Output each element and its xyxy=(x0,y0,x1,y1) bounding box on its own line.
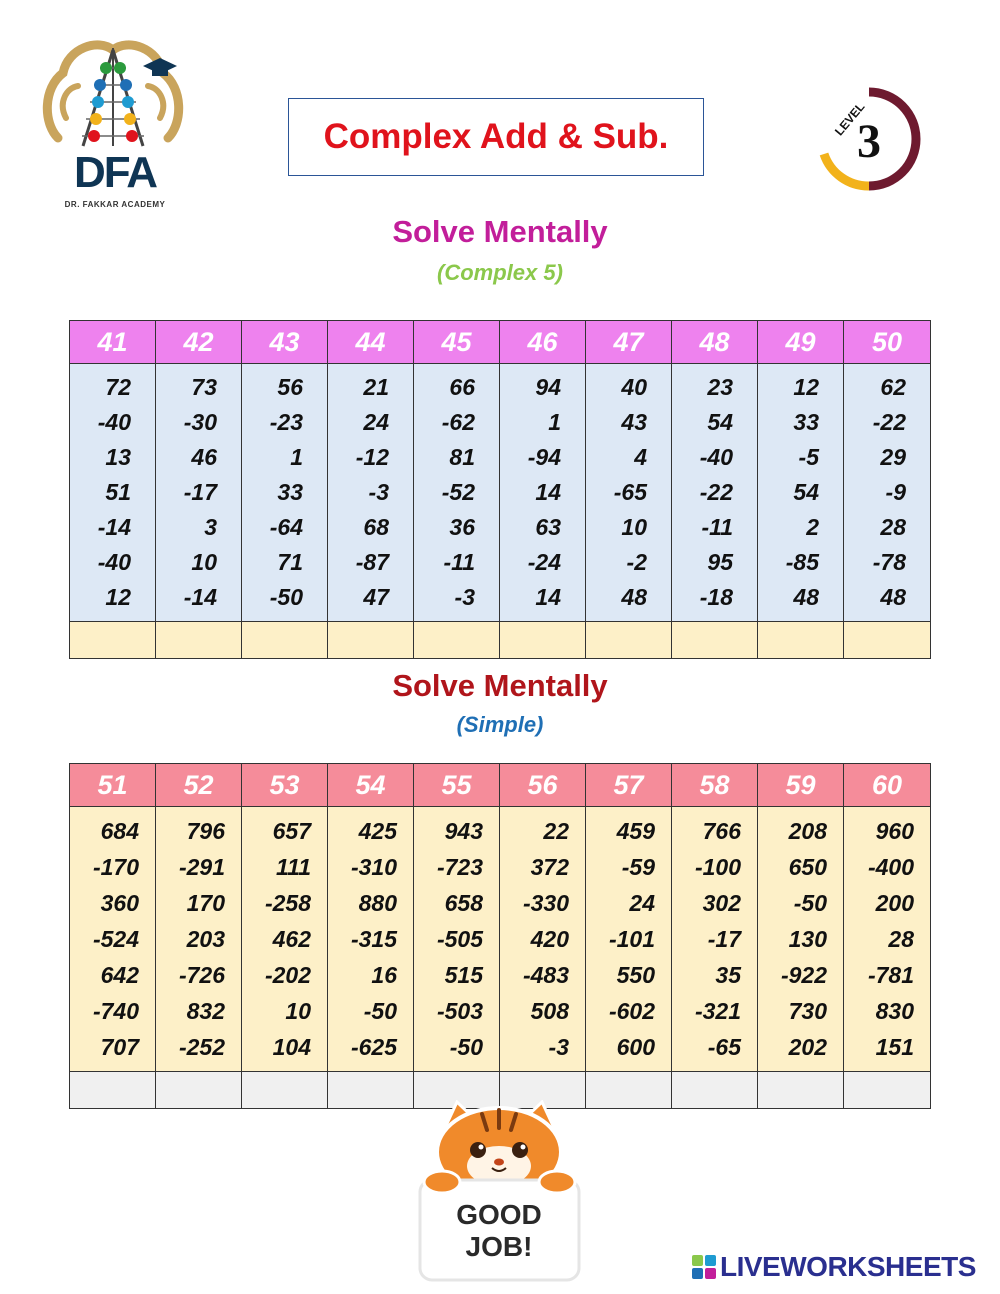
number-column xyxy=(758,364,844,621)
number-entry: -3 xyxy=(454,584,475,610)
number-entry: -100 xyxy=(694,854,741,880)
section2-header-row xyxy=(70,764,930,807)
number-entry: 48 xyxy=(793,584,819,610)
number-entry: 203 xyxy=(186,926,225,952)
number-entry: -3 xyxy=(368,479,389,505)
number-entry: -11 xyxy=(701,514,733,540)
number-entry: 111 xyxy=(276,854,311,880)
column-number: 53 xyxy=(242,764,328,806)
number-entry: 2 xyxy=(806,514,819,540)
number-entry: 658 xyxy=(444,890,483,916)
number-entry: -65 xyxy=(707,1034,741,1060)
column-number: 55 xyxy=(414,764,500,806)
number-entry: 36 xyxy=(449,514,475,540)
number-entry: 684 xyxy=(100,818,139,844)
answer-field[interactable] xyxy=(414,622,500,658)
number-entry: -505 xyxy=(436,926,483,952)
number-column xyxy=(70,807,156,1071)
number-entry: 170 xyxy=(186,890,225,916)
number-entry: 202 xyxy=(788,1034,827,1060)
number-entry: 33 xyxy=(793,409,819,435)
column-number: 50 xyxy=(844,321,930,363)
number-entry: -50 xyxy=(449,1034,483,1060)
number-entry: 54 xyxy=(793,479,819,505)
number-entry: 515 xyxy=(444,962,483,988)
number-entry: -726 xyxy=(178,962,225,988)
number-column xyxy=(586,807,672,1071)
number-entry: 420 xyxy=(530,926,569,952)
number-entry: 40 xyxy=(621,374,647,400)
number-entry: 66 xyxy=(449,374,475,400)
number-entry: -11 xyxy=(443,549,475,575)
answer-field[interactable] xyxy=(758,1072,844,1108)
liveworksheets-watermark xyxy=(692,1252,976,1282)
level-number: 3 xyxy=(857,115,881,168)
number-column xyxy=(500,807,586,1071)
number-entry: -503 xyxy=(436,998,483,1024)
number-entry: -170 xyxy=(92,854,139,880)
answer-field[interactable] xyxy=(156,1072,242,1108)
number-entry: 3 xyxy=(204,514,217,540)
number-entry: -59 xyxy=(621,854,655,880)
number-entry: 48 xyxy=(880,584,906,610)
number-entry: 63 xyxy=(535,514,561,540)
number-entry: -12 xyxy=(355,444,389,470)
column-number: 41 xyxy=(70,321,156,363)
number-entry: 72 xyxy=(105,374,131,400)
number-entry: -17 xyxy=(183,479,217,505)
number-entry: 13 xyxy=(105,444,131,470)
number-entry: 650 xyxy=(788,854,827,880)
number-entry: 14 xyxy=(535,479,561,505)
number-entry: -65 xyxy=(613,479,647,505)
number-entry: 71 xyxy=(277,549,303,575)
number-entry: 43 xyxy=(621,409,647,435)
number-entry: 81 xyxy=(449,444,475,470)
number-column xyxy=(758,807,844,1071)
column-number: 44 xyxy=(328,321,414,363)
number-entry: -101 xyxy=(608,926,655,952)
level-word: LEVEL xyxy=(831,99,868,139)
section1-table xyxy=(69,320,931,659)
number-entry: 657 xyxy=(272,818,311,844)
number-entry: 943 xyxy=(444,818,483,844)
number-entry: -52 xyxy=(441,479,475,505)
number-entry: 880 xyxy=(358,890,397,916)
number-entry: 33 xyxy=(277,479,303,505)
section1-header-row xyxy=(70,321,930,364)
number-entry: -3 xyxy=(548,1034,569,1060)
number-entry: 1 xyxy=(548,409,561,435)
number-entry: -40 xyxy=(699,444,733,470)
number-entry: -14 xyxy=(183,584,217,610)
number-entry: 830 xyxy=(875,998,914,1024)
number-entry: -602 xyxy=(608,998,655,1024)
column-number: 58 xyxy=(672,764,758,806)
number-column xyxy=(156,807,242,1071)
number-entry: 462 xyxy=(272,926,311,952)
number-entry: 12 xyxy=(793,374,819,400)
number-entry: 130 xyxy=(788,926,827,952)
number-entry: -40 xyxy=(97,549,131,575)
number-entry: 600 xyxy=(616,1034,655,1060)
column-number: 45 xyxy=(414,321,500,363)
section1-heading: Solve Mentally xyxy=(392,214,608,249)
logo-letters: DFA xyxy=(74,148,156,197)
number-entry: -64 xyxy=(269,514,303,540)
number-column xyxy=(672,807,758,1071)
column-number: 46 xyxy=(500,321,586,363)
number-column xyxy=(242,364,328,621)
number-entry: 104 xyxy=(272,1034,311,1060)
answer-field[interactable] xyxy=(242,1072,328,1108)
number-column xyxy=(328,364,414,621)
number-column xyxy=(70,364,156,621)
number-entry: -315 xyxy=(350,926,397,952)
answer-field[interactable] xyxy=(844,1072,930,1108)
number-entry: 642 xyxy=(100,962,139,988)
number-entry: 21 xyxy=(363,374,389,400)
number-entry: -202 xyxy=(264,962,311,988)
answer-field[interactable] xyxy=(758,622,844,658)
number-entry: 47 xyxy=(363,584,389,610)
number-entry: -18 xyxy=(699,584,733,610)
number-entry: -483 xyxy=(522,962,569,988)
number-entry: 51 xyxy=(105,479,131,505)
number-entry: -258 xyxy=(264,890,311,916)
number-entry: 54 xyxy=(707,409,733,435)
answer-field[interactable] xyxy=(242,622,328,658)
number-entry: 796 xyxy=(186,818,225,844)
number-entry: -625 xyxy=(350,1034,397,1060)
number-entry: -310 xyxy=(350,854,397,880)
number-entry: 10 xyxy=(285,998,311,1024)
column-number: 42 xyxy=(156,321,242,363)
number-entry: 208 xyxy=(788,818,827,844)
number-entry: 46 xyxy=(191,444,217,470)
number-entry: 48 xyxy=(621,584,647,610)
number-entry: -62 xyxy=(441,409,475,435)
number-entry: 12 xyxy=(105,584,131,610)
answer-field[interactable] xyxy=(672,1072,758,1108)
number-entry: -922 xyxy=(780,962,827,988)
number-entry: -22 xyxy=(699,479,733,505)
number-column xyxy=(328,807,414,1071)
number-entry: 22 xyxy=(543,818,569,844)
number-entry: 10 xyxy=(191,549,217,575)
column-number: 51 xyxy=(70,764,156,806)
number-entry: 730 xyxy=(788,998,827,1024)
number-entry: 4 xyxy=(634,444,647,470)
level-badge xyxy=(812,82,927,197)
number-entry: 73 xyxy=(191,374,217,400)
number-entry: 24 xyxy=(629,890,655,916)
number-column xyxy=(500,364,586,621)
watermark-text: LIVEWORKSHEETS xyxy=(720,1251,976,1282)
mascot-line1: GOOD xyxy=(456,1199,542,1230)
column-number: 52 xyxy=(156,764,242,806)
number-entry: 29 xyxy=(880,444,906,470)
section2-heading: Solve Mentally xyxy=(392,668,608,703)
number-entry: -400 xyxy=(867,854,914,880)
column-number: 60 xyxy=(844,764,930,806)
answer-field[interactable] xyxy=(328,1072,414,1108)
liveworksheets-logo-icon xyxy=(692,1255,716,1279)
number-entry: -87 xyxy=(355,549,389,575)
logo-subtitle: DR. FAKKAR ACADEMY xyxy=(64,200,166,209)
number-entry: 960 xyxy=(875,818,914,844)
number-entry: -723 xyxy=(436,854,483,880)
number-entry: 14 xyxy=(535,584,561,610)
number-entry: 151 xyxy=(875,1034,914,1060)
number-entry: 10 xyxy=(621,514,647,540)
number-column xyxy=(844,807,930,1071)
number-entry: -40 xyxy=(97,409,131,435)
number-entry: 24 xyxy=(363,409,389,435)
answer-field[interactable] xyxy=(70,622,156,658)
number-entry: 302 xyxy=(702,890,741,916)
mascot-line2: JOB! xyxy=(465,1231,533,1262)
number-entry: -9 xyxy=(885,479,906,505)
number-entry: -94 xyxy=(527,444,561,470)
number-column xyxy=(586,364,672,621)
answer-field[interactable] xyxy=(672,622,758,658)
number-entry: 95 xyxy=(707,549,733,575)
number-entry: -85 xyxy=(785,549,819,575)
section1-answer-row xyxy=(70,621,930,658)
number-entry: 372 xyxy=(530,854,569,880)
number-column xyxy=(414,364,500,621)
answer-field[interactable] xyxy=(70,1072,156,1108)
number-entry: -321 xyxy=(694,998,741,1024)
number-column xyxy=(242,807,328,1071)
column-number: 59 xyxy=(758,764,844,806)
number-entry: 62 xyxy=(880,374,906,400)
number-entry: 68 xyxy=(363,514,389,540)
number-entry: -5 xyxy=(798,444,819,470)
number-entry: 28 xyxy=(888,926,914,952)
number-column xyxy=(844,364,930,621)
title-box xyxy=(288,98,704,176)
number-entry: 707 xyxy=(100,1034,139,1060)
number-entry: -252 xyxy=(178,1034,225,1060)
number-entry: -50 xyxy=(793,890,827,916)
number-entry: 200 xyxy=(875,890,914,916)
number-entry: -14 xyxy=(97,514,131,540)
number-entry: 1 xyxy=(290,444,303,470)
number-entry: -50 xyxy=(269,584,303,610)
answer-field[interactable] xyxy=(844,622,930,658)
answer-field[interactable] xyxy=(500,622,586,658)
number-column xyxy=(672,364,758,621)
column-number: 54 xyxy=(328,764,414,806)
number-entry: -740 xyxy=(92,998,139,1024)
answer-field[interactable] xyxy=(328,622,414,658)
number-entry: -23 xyxy=(269,409,303,435)
column-number: 56 xyxy=(500,764,586,806)
number-entry: 766 xyxy=(702,818,741,844)
number-entry: -524 xyxy=(92,926,139,952)
number-entry: -330 xyxy=(522,890,569,916)
section2-table xyxy=(69,763,931,1109)
column-number: 49 xyxy=(758,321,844,363)
section2-body xyxy=(70,807,930,1071)
answer-field[interactable] xyxy=(586,622,672,658)
page-title: Complex Add & Sub. xyxy=(323,117,669,156)
number-entry: -781 xyxy=(867,962,914,988)
section1-subheading: (Complex 5) xyxy=(437,260,563,285)
number-entry: -2 xyxy=(626,549,647,575)
column-number: 48 xyxy=(672,321,758,363)
section1-body xyxy=(70,364,930,621)
number-entry: 94 xyxy=(535,374,561,400)
section2-subheading: (Simple) xyxy=(456,712,544,737)
number-entry: 56 xyxy=(277,374,303,400)
number-entry: 360 xyxy=(100,890,139,916)
number-entry: -78 xyxy=(872,549,906,575)
number-column xyxy=(414,807,500,1071)
number-entry: 16 xyxy=(371,962,397,988)
answer-field[interactable] xyxy=(586,1072,672,1108)
number-entry: -22 xyxy=(872,409,906,435)
number-entry: 28 xyxy=(880,514,906,540)
good-job-cat-sticker xyxy=(412,1100,587,1285)
number-entry: 832 xyxy=(186,998,225,1024)
number-entry: -17 xyxy=(707,926,741,952)
number-entry: -291 xyxy=(178,854,225,880)
number-entry: 425 xyxy=(358,818,397,844)
number-entry: -50 xyxy=(363,998,397,1024)
column-number: 43 xyxy=(242,321,328,363)
number-entry: 508 xyxy=(530,998,569,1024)
number-entry: 459 xyxy=(616,818,655,844)
number-entry: -30 xyxy=(183,409,217,435)
column-number: 47 xyxy=(586,321,672,363)
number-entry: 35 xyxy=(715,962,741,988)
number-entry: -24 xyxy=(527,549,561,575)
number-entry: 550 xyxy=(616,962,655,988)
number-column xyxy=(156,364,242,621)
column-number: 57 xyxy=(586,764,672,806)
number-entry: 23 xyxy=(707,374,733,400)
answer-field[interactable] xyxy=(156,622,242,658)
